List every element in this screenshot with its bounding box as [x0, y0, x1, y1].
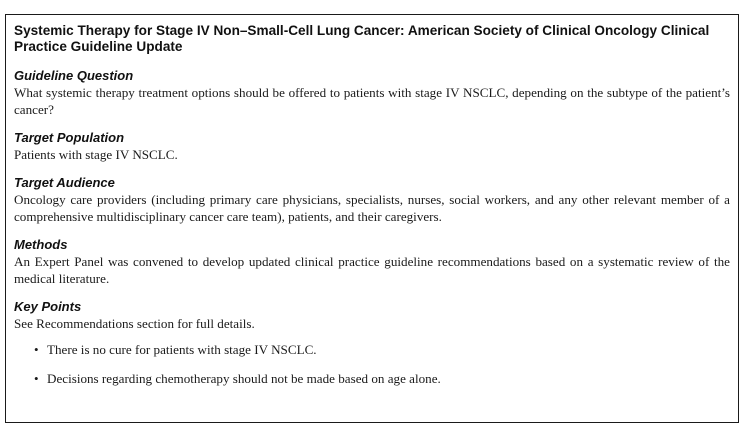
bullet-icon: • [34, 342, 39, 357]
list-item-text: Decisions regarding chemotherapy should not be made based on age alone. [47, 371, 441, 386]
section-heading: Target Population [14, 130, 125, 145]
section-guideline-question [14, 68, 730, 118]
list-item [14, 341, 730, 358]
section-target-audience [14, 175, 730, 225]
section-heading: Guideline Question [14, 68, 134, 83]
list-item [14, 370, 730, 387]
section-text: Patients with stage IV NSCLC. [14, 147, 178, 162]
section-text: See Recommendations section for full details. [14, 316, 255, 331]
section-heading: Methods [14, 237, 68, 252]
section-text: What systemic therapy treatment options should be offered to patients with stage IV NSCLC, depending on the subtype of the patient’s cancer? [14, 85, 730, 117]
guideline-summary-box [5, 14, 739, 423]
section-heading: Key Points [14, 299, 82, 314]
section-target-population [14, 130, 730, 163]
key-points-list [14, 341, 730, 387]
section-heading: Target Audience [14, 175, 115, 190]
list-item-text: There is no cure for patients with stage IV NSCLC. [47, 342, 317, 357]
bullet-icon: • [34, 371, 39, 386]
document-title: Systemic Therapy for Stage IV Non–Small-Cell Lung Cancer: American Society of Clinical Oncology Clinical Practice Guideline Update [14, 23, 710, 54]
section-key-points [14, 299, 730, 387]
section-text: Oncology care providers (including primary care physicians, specialists, nurses, social workers, and any other relevant member of a comprehensive multidisciplinary cancer care team), patients, and their caregivers. [14, 192, 730, 224]
section-text: An Expert Panel was convened to develop updated clinical practice guideline recommendations based on a systematic review of the medical literature. [14, 254, 730, 286]
section-methods [14, 237, 730, 287]
